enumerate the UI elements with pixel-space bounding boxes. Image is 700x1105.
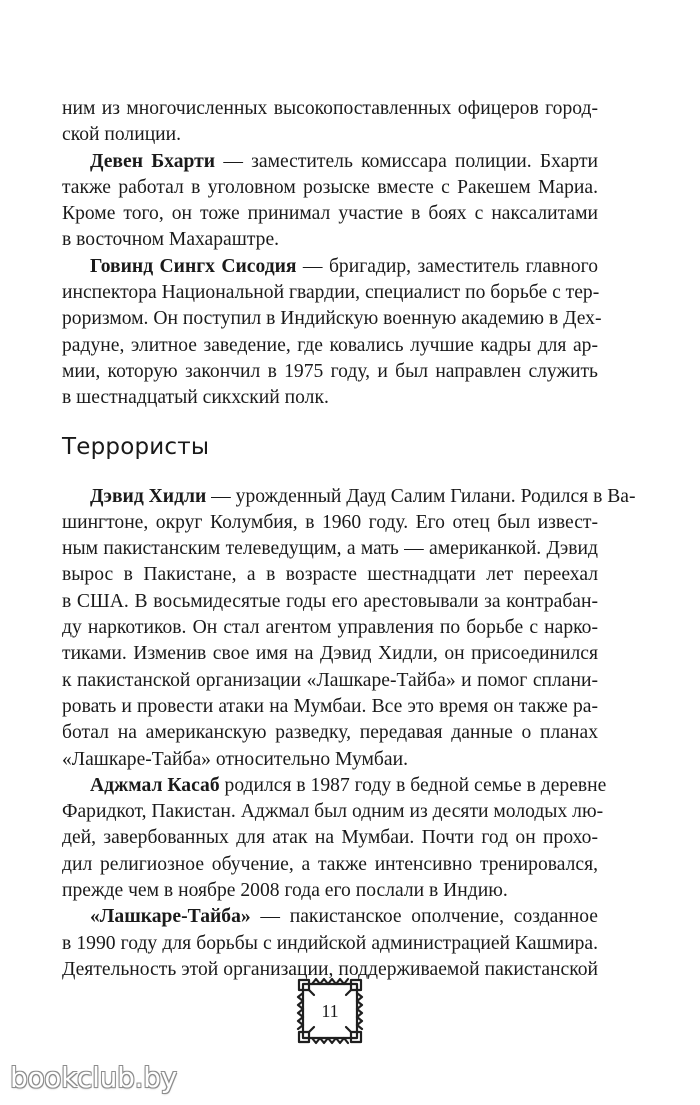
dash-separator: — <box>206 485 236 507</box>
text-line: ботал на американскую разведку, передавая данные о планах <box>62 722 598 744</box>
text-line: мии, которую закончил в 1975 году, и был направлен служить <box>62 360 598 382</box>
dash-separator: — <box>250 906 290 928</box>
text-line: Деятельность этой организации, поддерживаемой пакистанской <box>62 958 598 980</box>
text-line: ным пакистанским телеведущим, а мать — американкой. Дэвид <box>62 538 598 560</box>
line-text: урожденный Дауд Салим Гилани. Родился в Ва- <box>235 485 636 507</box>
paragraph <box>62 149 598 254</box>
paragraphs-top <box>62 96 602 412</box>
text-line <box>62 484 636 510</box>
text-line: радуне, элитное заведение, где ковались лучшие кадры для ар- <box>62 334 598 356</box>
text-line: тиками. Изменив свое имя на Дэвид Хидли, он присоединился <box>62 643 598 665</box>
text-line <box>62 904 598 930</box>
text-line: в 1990 году для борьбы с индийской администрацией Кашмира. <box>62 932 598 954</box>
text-line: в США. В восьмидесятые годы его арестовывали за контрабан- <box>62 590 598 612</box>
paragraph <box>62 254 602 412</box>
line-text: бригадир, заместитель главного <box>328 255 599 277</box>
dash-separator: — <box>296 255 329 277</box>
section-heading: Террористы <box>62 433 210 460</box>
text-line: инспектора Национальной гвардии, специалист по борьбе с тер- <box>62 282 600 304</box>
bold-name: Аджмал Касаб <box>90 774 220 796</box>
page-number: 11 <box>321 1001 339 1021</box>
text-line: шингтоне, округ Колумбия, в 1960 году. Его отец был извест- <box>62 511 598 533</box>
text-line: к пакистанской организации «Лашкаре-Тайба» и помог сплани- <box>62 669 598 691</box>
paragraph <box>62 96 598 149</box>
bold-name: Говинд Сингх Сисодия <box>90 255 297 277</box>
paragraph <box>62 484 636 773</box>
page-body <box>62 96 636 983</box>
paragraph <box>62 904 598 983</box>
watermark-text: bookclub.by <box>10 1061 177 1094</box>
line-text: пакистанское ополчение, созданное <box>289 906 598 928</box>
text-line: в восточном Махараштре. <box>62 229 280 251</box>
line-text: родился в 1987 году в бедной семье в деревне <box>224 774 607 796</box>
text-line: роризмом. Он поступил в Индийскую военную академию в Дех- <box>62 308 602 330</box>
text-line: ской полиции. <box>62 124 182 146</box>
bold-name: «Лашкаре-Тайба» <box>90 906 251 928</box>
text-line: прежде чем в ноябре 2008 года его послали в Индию. <box>62 880 508 902</box>
text-line: ним из многочисленных высокопоставленных офицеров город- <box>62 98 598 119</box>
text-line: дил религиозное обучение, а также интенсивно тренировался, <box>62 853 598 875</box>
text-line: «Лашкаре-Тайба» относительно Мумбаи. <box>62 748 408 770</box>
paragraphs-bottom <box>62 484 636 984</box>
text-line: вырос в Пакистане, а в возрасте шестнадцати лет переехал <box>62 564 598 586</box>
text-line: Кроме того, он тоже принимал участие в боях с наксалитами <box>62 203 598 225</box>
text-line <box>62 254 598 280</box>
dash-separator: — <box>215 150 252 172</box>
line-text: заместитель комиссара полиции. Бхарти <box>251 150 598 172</box>
text-line: дей, завербованных для атак на Мумбаи. Почти год он прохо- <box>62 827 598 849</box>
text-line: Фаридкот, Пакистан. Аджмал был одним из десяти молодых лю- <box>62 801 604 823</box>
text-line <box>62 773 607 799</box>
text-line <box>62 149 598 175</box>
text-line: ровать и провести атаки на Мумбаи. Все это время он также ра- <box>62 695 598 717</box>
paragraph <box>62 773 607 904</box>
text-line: ду наркотиков. Он стал агентом управления по борьбе с нарко- <box>62 617 598 639</box>
text-line: также работал в уголовном розыске вместе с Ракешем Мариа. <box>62 176 598 198</box>
bold-name: Дэвид Хидли <box>90 485 207 507</box>
bold-name: Девен Бхарти <box>90 150 216 172</box>
text-line: в шестнадцатый сикхский полк. <box>62 387 329 409</box>
